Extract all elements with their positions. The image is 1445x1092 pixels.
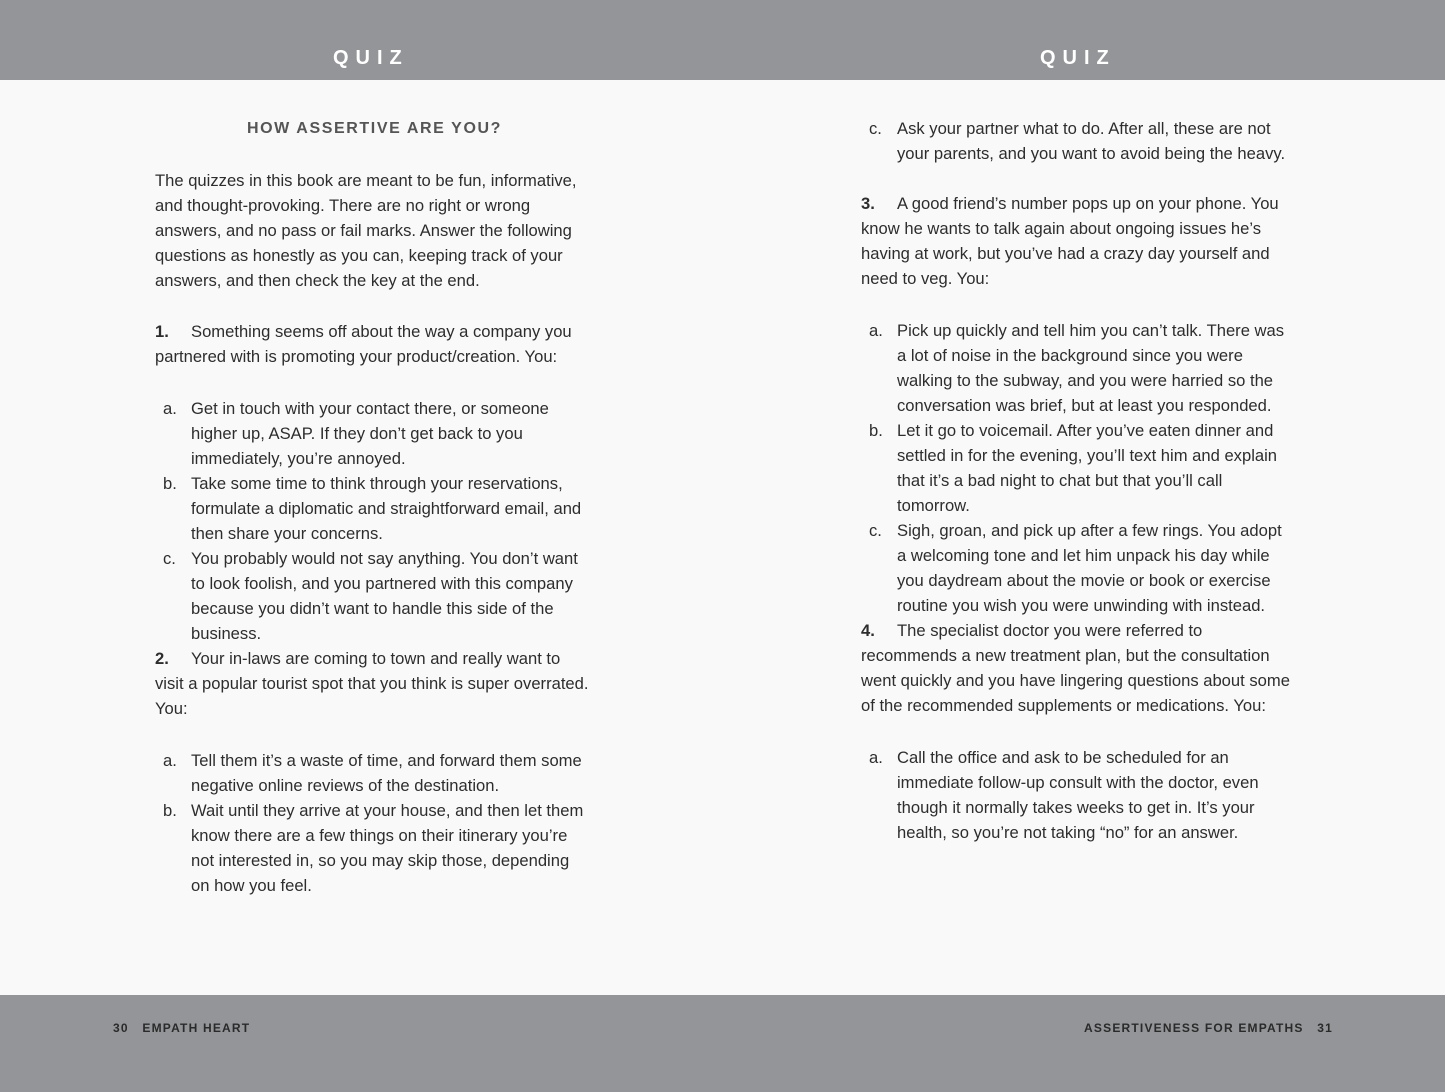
quiz-intro: The quizzes in this book are meant to be fun, informative, and thought-provoking. There are no right or wrong answers, and no pass or fail marks. Answer the following questions as honestly as you can, keeping track of your answers, and then check the key at the end. bbox=[155, 171, 577, 290]
option-text: Sigh, groan, and pick up after a few rings. You adopt a welcoming tone and let him unpack his day while you daydream about the movie or book or exercise routine you wish you were unwinding with instead. bbox=[897, 521, 1282, 615]
left-header-label: QUIZ bbox=[333, 47, 409, 69]
left-footer bbox=[113, 1020, 250, 1036]
answer-option bbox=[861, 518, 1295, 618]
answer-option bbox=[155, 546, 589, 646]
option-letter: a. bbox=[163, 751, 177, 770]
question-3 bbox=[861, 191, 1295, 618]
option-text: Call the office and ask to be scheduled for an immediate follow-up consult with the doctor, even though it normally takes weeks to get in. It’s your health, so you’re not taking “no” for an answer. bbox=[897, 748, 1259, 842]
answer-options bbox=[155, 396, 589, 646]
option-text: You probably would not say anything. You don’t want to look foolish, and you partnered with this company because you didn’t want to handle this side of the business. bbox=[191, 549, 578, 643]
question-number: 4. bbox=[861, 621, 875, 640]
option-letter: b. bbox=[869, 421, 883, 440]
answer-option bbox=[861, 318, 1295, 418]
answer-option bbox=[861, 745, 1295, 845]
answer-options bbox=[155, 748, 589, 898]
option-letter: a. bbox=[869, 321, 883, 340]
option-text: Ask your partner what to do. After all, these are not your parents, and you want to avoid being the heavy. bbox=[897, 119, 1286, 163]
option-text: Let it go to voicemail. After you’ve eaten dinner and settled in for the evening, you’ll text him and explain that it’s a bad night to chat but that you’ll call tomorrow. bbox=[897, 421, 1278, 515]
option-text: Get in touch with your contact there, or someone higher up, ASAP. If they don’t get back to you immediately, you’re annoyed. bbox=[191, 399, 549, 468]
option-letter: c. bbox=[163, 549, 176, 568]
left-page-number: 30 bbox=[113, 1021, 129, 1035]
option-letter: b. bbox=[163, 801, 177, 820]
option-text: Wait until they arrive at your house, and then let them know there are a few things on their itinerary you’re not interested in, so you may skip those, depending on how you feel. bbox=[191, 801, 584, 895]
right-footer bbox=[1084, 1020, 1333, 1036]
answer-option bbox=[155, 798, 589, 898]
left-running-title: EMPATH HEART bbox=[142, 1021, 251, 1035]
option-letter: a. bbox=[163, 399, 177, 418]
question-2 bbox=[155, 646, 589, 898]
header-band bbox=[0, 0, 1445, 80]
option-letter: b. bbox=[163, 474, 177, 493]
question-text: The specialist doctor you were referred to recommends a new treatment plan, but the consultation went quickly and you have lingering questions about some of the recommended supplements or medications. You: bbox=[861, 621, 1290, 715]
quiz-title: HOW ASSERTIVE ARE YOU? bbox=[246, 120, 503, 137]
question-1 bbox=[155, 319, 589, 646]
continued-options bbox=[861, 116, 1295, 166]
option-text: Tell them it’s a waste of time, and forward them some negative online reviews of the destination. bbox=[191, 751, 582, 795]
left-page bbox=[155, 116, 589, 898]
option-letter: c. bbox=[869, 119, 882, 138]
question-text: Something seems off about the way a company you partnered with is promoting your product/creation. You: bbox=[155, 322, 572, 366]
answer-options bbox=[861, 745, 1295, 845]
option-letter: c. bbox=[869, 521, 882, 540]
question-4 bbox=[861, 618, 1295, 845]
answer-option bbox=[861, 418, 1295, 518]
answer-option bbox=[155, 396, 589, 471]
footer-band bbox=[0, 995, 1445, 1092]
right-header-label: QUIZ bbox=[1040, 47, 1116, 69]
answer-option bbox=[155, 748, 589, 798]
question-text: A good friend’s number pops up on your phone. You know he wants to talk again about ongoing issues he’s having at work, but you’ve had a crazy day yourself and need to veg. You: bbox=[861, 194, 1279, 288]
answer-option bbox=[861, 116, 1295, 166]
option-letter: a. bbox=[869, 748, 883, 767]
right-running-title: ASSERTIVENESS FOR EMPATHS bbox=[1084, 1021, 1304, 1035]
question-number: 1. bbox=[155, 322, 169, 341]
right-page bbox=[861, 116, 1295, 845]
option-text: Take some time to think through your reservations, formulate a diplomatic and straightforward email, and then share your concerns. bbox=[191, 474, 582, 543]
option-text: Pick up quickly and tell him you can’t talk. There was a lot of noise in the background since you were walking to the subway, and you were harried so the conversation was brief, but at least you responded. bbox=[897, 321, 1285, 415]
question-number: 3. bbox=[861, 194, 875, 213]
question-text: Your in-laws are coming to town and really want to visit a popular tourist spot that you think is super overrated. You: bbox=[155, 649, 589, 718]
right-page-number: 31 bbox=[1317, 1021, 1333, 1035]
answer-option bbox=[155, 471, 589, 546]
question-number: 2. bbox=[155, 649, 169, 668]
answer-options bbox=[861, 318, 1295, 618]
